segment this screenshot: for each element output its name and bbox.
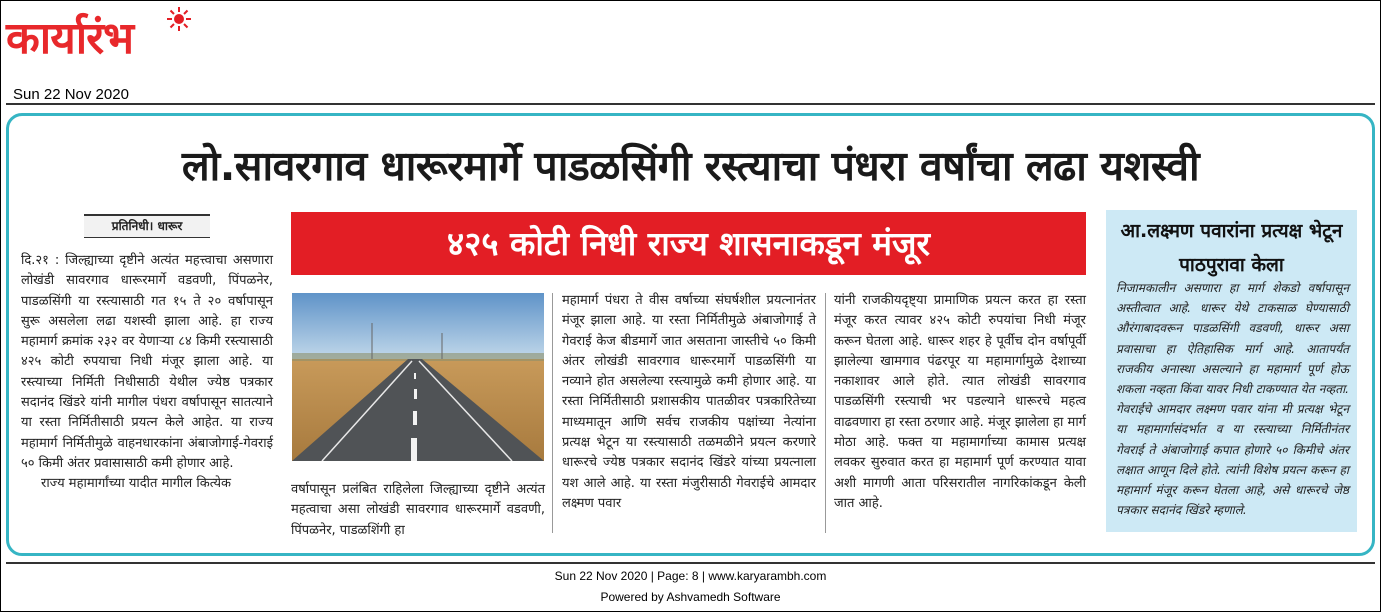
footer-credit: Powered by Ashvamedh Software [600, 590, 781, 604]
sidebar-heading: आ.लक्ष्मण पवारांना प्रत्यक्ष भेटून पाठपुरावा केला [1120, 220, 1343, 276]
paragraph: महामार्ग पंधरा ते वीस वर्षाच्या संघर्षशील प्रयत्नानंतर मंजूर झाला आहे. या रस्ता निर्मितीमुळे अंबाजोगाई ते गेवराई केज बीडमार्गे जात असताना जास्तीचे ५० किमी अंतर लोखंडी सावरगाव धारूरमार्गे पाडळसिंगी या नव्याने होत असलेल्या रस्त्यामुळे कमी होणार आहे. या रस्ता निर्मितीसाठी प्रशासकीय पातळीवर पत्रकारितेच्या माध्यमातून आणि सर्वच राजकीय पक्षांच्या नेत्यांना प्रत्यक्ष भेटून या रस्त्यासाठी तळमळीने प्रयत्न करणारे धारूरचे ज्येष्ठ पत्रकार सदानंद खिंडरे यांच्या प्रयत्नाला यश आले आहे. या रस्ता मंजुरीसाठी गेवराईचे आमदार लक्ष्मण पवार [562, 293, 816, 511]
article-column-4 [834, 291, 1086, 514]
logo-text: कार्यारंभ [6, 13, 134, 64]
subheadline-banner: ४२५ कोटी निधी राज्य शासनाकडून मंजूर [291, 212, 1086, 275]
article-column-1 [21, 251, 273, 495]
article-column-3 [562, 291, 816, 514]
article-column-2 [291, 480, 545, 541]
logo [6, 8, 133, 70]
masthead-divider [6, 103, 1375, 105]
paragraph: वर्षापासून प्रलंबित राहिलेला जिल्ह्याच्या दृष्टीने अत्यंत महत्वाचा असा लोखंडी सावरगाव धारूरमार्गे वडवणी, पिंपळनेर, पाडळशिंगी हा [291, 482, 545, 538]
paragraph: राज्य महामार्गांच्या यादीत मागील कित्येक [41, 476, 231, 492]
road-photo [292, 293, 544, 461]
article-byline: प्रतिनिधी। धारूर [84, 214, 210, 238]
column-divider [825, 293, 826, 533]
paragraph: दि.२१ : जिल्ह्याच्या दृष्टीने अत्यंत महत्त्वाचा असणारा लोखंडी सावरगाव धारूरमार्गे वडवणी, पिंपळनेर, पाडळसिंगी या रस्त्यासाठी गत १५ ते २० वर्षापासून सुरू असलेला लढा यशस्वी झाला आहे. हा राज्य महामार्ग क्रमांक २३२ वर येणाऱ्या ८४ किमी रस्त्यासाठी ४२५ कोटी रुपयाचा निधी मंजूर झाला आहे. या रस्त्याच्या निर्मिती निधीसाठी येथील ज्येष्ठ पत्रकार सदानंद खिंडरे यांनी मागील पंधरा वर्षापासून सातत्याने या रस्ता निर्मितीसाठी प्रयत्न केले आहेत. या राज्य महामार्ग निर्मितीमुळे वाहनधारकांना अंबाजोगाई-गेवराई ५० किमी अंतर प्रवासासाठी कमी होणार आहे. [21, 253, 273, 471]
column-divider [552, 293, 553, 533]
sidebar-body: निजामकालीन असणारा हा मार्ग शेकडो वर्षापासून अस्तीत्वात आहे. धारूर येथे टाकसाळ घेण्यासाठी औरंगाबादवरून पाडळसिंगी वडवणी, धारूर असा प्रवासाचा हा ऐतिहासिक मार्ग आहे. आतापर्यंत राजकीय अनास्था असल्याने हा महामार्ग पूर्ण होऊ शकला नव्हता किंवा यावर निधी टाकण्यात येत नव्हता. गेवराईचे आमदार लक्ष्मण पवार यांना मी प्रत्यक्ष भेटून या महामार्गासंदर्भात व या रस्त्याच्या निर्मितीनंतर गेवराई ते अंबाजोगाई कपात होणारे ५० किमीचे अंतर लक्षात आणून दिले होते. त्यांनी विशेष प्रयत्न करून हा महामार्ग मंजूर करून घेतला आहे, असे धारूरचे जेष्ठ पत्रकार सदानंद खिंडरे म्हणाले. [1116, 281, 1349, 518]
footer-info: Sun 22 Nov 2020 | Page: 8 | www.karyarambh.com [554, 569, 827, 583]
paragraph: यांनी राजकीयदृष्ट्या प्रामाणिक प्रयत्न करत हा रस्ता मंजूर करत त्यावर ४२५ कोटी रुपयांचा निधी मंजूर करून घेतला आहे. धारूर शहर हे पूर्वीच दोन वर्षापूर्वी झालेल्या खामगाव पंढरपूर या महामार्गामुळे देशाच्या नकाशावर आले होते. त्यात लोखंडी सावरगाव पाडळसिंगी रस्त्याची भर पडल्याने धारूरचे महत्व वाढवणारा हा रस्ता ठरणार आहे. मंजूर झालेला हा मार्ग मोठा आहे. फक्त या महामार्गाच्या कामास प्रत्यक्ष लवकर सुरुवात करत हा महामार्ग पूर्ण करण्यात यावा अशी मागणी आता परिसरातील नागरिकांकडून केली जात आहे. [834, 293, 1087, 511]
sun-icon [166, 6, 192, 32]
footer-divider [6, 562, 1375, 564]
publication-date: Sun 22 Nov 2020 [13, 86, 129, 103]
article-headline: लो.सावरगाव धारूरमार्गे पाडळसिंगी रस्त्याचा पंधरा वर्षांचा लढा यशस्वी [181, 142, 1200, 190]
